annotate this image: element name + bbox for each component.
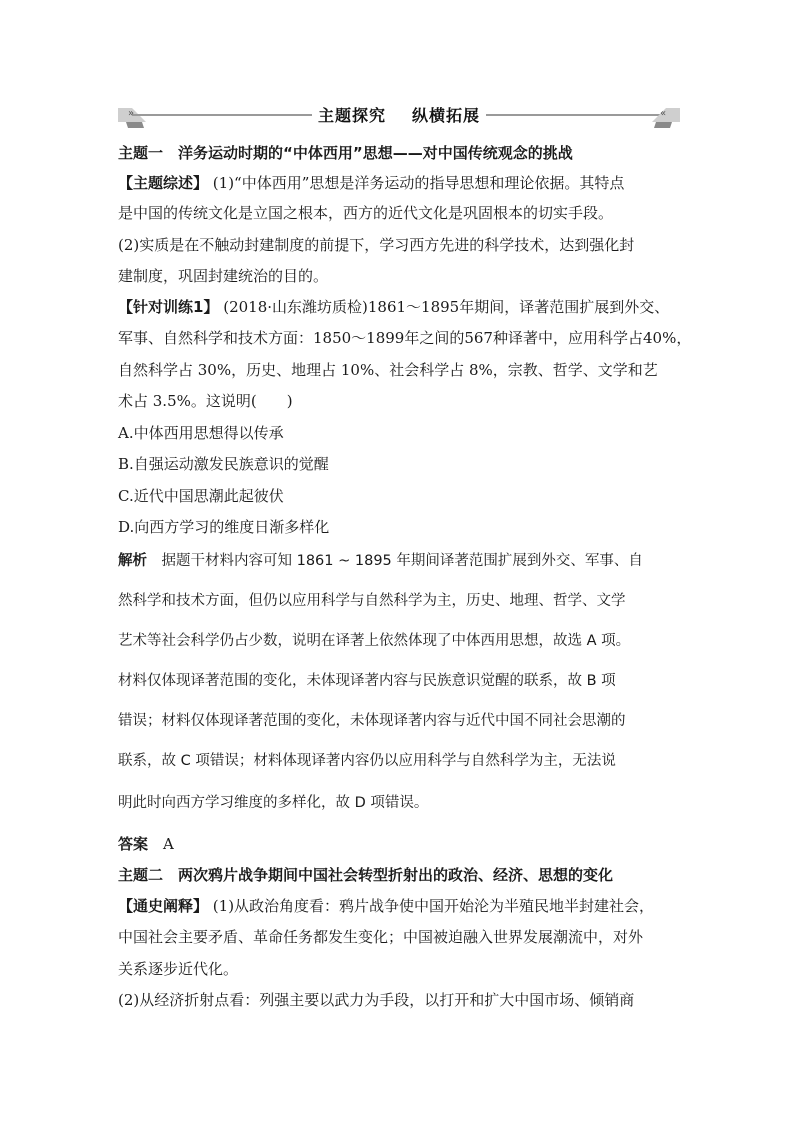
summary-label: 【主题综述】 <box>118 174 209 192</box>
analysis-label: 解析 <box>118 553 147 569</box>
topic1-heading: 主题一 洋务运动时期的“中体西用”思想——对中国传统观念的挑战 <box>118 144 573 162</box>
section-banner <box>118 100 680 130</box>
topic2-line4: (2)从经济折射点看：列强主要以武力为手段，以打开和扩大中国市场、倾销商 <box>118 991 635 1009</box>
topic1-point2-line2: 建制度，巩固封建统治的目的。 <box>118 267 329 285</box>
exercise-label: 【针对训练1】 <box>118 298 219 316</box>
option-c: C.近代中国思潮此起彼伏 <box>118 487 284 505</box>
double-chevron-right-icon: » <box>128 108 135 119</box>
analysis-line7: 明此时向西方学习维度的多样化，故 D 项错误。 <box>118 795 429 811</box>
topic2-label: 【通史阐释】 <box>118 897 209 915</box>
exercise-line2: 军事、自然科学和技术方面：1850～1899年之间的567种译著中，应用科学占40%， <box>118 329 692 347</box>
topic2-line1 <box>118 897 654 915</box>
analysis-line6: 联系，故 C 项错误；材料体现译著内容仍以应用科学与自然科学为主，无法说 <box>118 753 616 769</box>
option-b: B.自强运动激发民族意识的觉醒 <box>118 455 329 473</box>
analysis-line5: 错误；材料仅体现译著范围的变化，未体现译著内容与近代中国不同社会思潮的 <box>118 713 626 729</box>
exercise-line1 <box>118 298 669 316</box>
double-chevron-left-icon: « <box>660 108 667 119</box>
banner-title-right: 纵横拓展 <box>412 106 481 125</box>
answer-label: 答案 <box>118 835 149 853</box>
exercise-line4: 术占 3.5%。这说明( ) <box>118 392 293 410</box>
analysis-line4: 材料仅体现译著范围的变化，未体现译著内容与民族意识觉醒的联系，故 B 项 <box>118 673 616 689</box>
topic2-text-1: (1)从政治角度看：鸦片战争使中国开始沦为半殖民地半封建社会， <box>212 897 655 915</box>
banner-title-left: 主题探究 <box>317 106 386 125</box>
analysis-text-1: 据题干材料内容可知 1861 ~ 1895 年期间译著范围扩展到外交、军事、自 <box>161 553 643 569</box>
option-a: A.中体西用思想得以传承 <box>118 424 284 442</box>
answer-value: A <box>163 835 174 853</box>
topic2-line2: 中国社会主要矛盾、革命任务都发生变化；中国被迫融入世界发展潮流中，对外 <box>118 928 644 946</box>
topic1-summary-line1 <box>118 174 624 192</box>
analysis-line2: 然科学和技术方面，但仍以应用科学与自然科学为主，历史、地理、哲学、文学 <box>118 593 626 609</box>
banner-title <box>118 103 680 126</box>
summary-text-1: (1)“中体西用”思想是洋务运动的指导思想和理论依据。其特点 <box>212 174 625 192</box>
topic2-line3: 关系逐步近代化。 <box>118 960 239 978</box>
topic1-point2-line1: (2)实质是在不触动封建制度的前提下，学习西方先进的科学技术，达到强化封 <box>118 236 635 254</box>
topic2-heading: 主题二 两次鸦片战争期间中国社会转型折射出的政治、经济、思想的变化 <box>118 866 614 884</box>
analysis-line3: 艺术等社会科学仍占少数，说明在译著上依然体现了中体西用思想，故选 A 项。 <box>118 633 631 649</box>
option-d: D.向西方学习的维度日渐多样化 <box>118 518 330 536</box>
topic1-summary-line2: 是中国的传统文化是立国之根本，西方的近代文化是巩固根本的切实手段。 <box>118 204 614 222</box>
answer-line <box>118 835 174 853</box>
exercise-text-1: (2018·山东潍坊质检)1861～1895年期间，译著范围扩展到外交、 <box>223 298 670 316</box>
analysis-line1 <box>118 552 643 570</box>
exercise-line3: 自然科学占 30%，历史、地理占 10%、社会科学占 8%，宗教、哲学、文学和艺 <box>118 361 658 379</box>
